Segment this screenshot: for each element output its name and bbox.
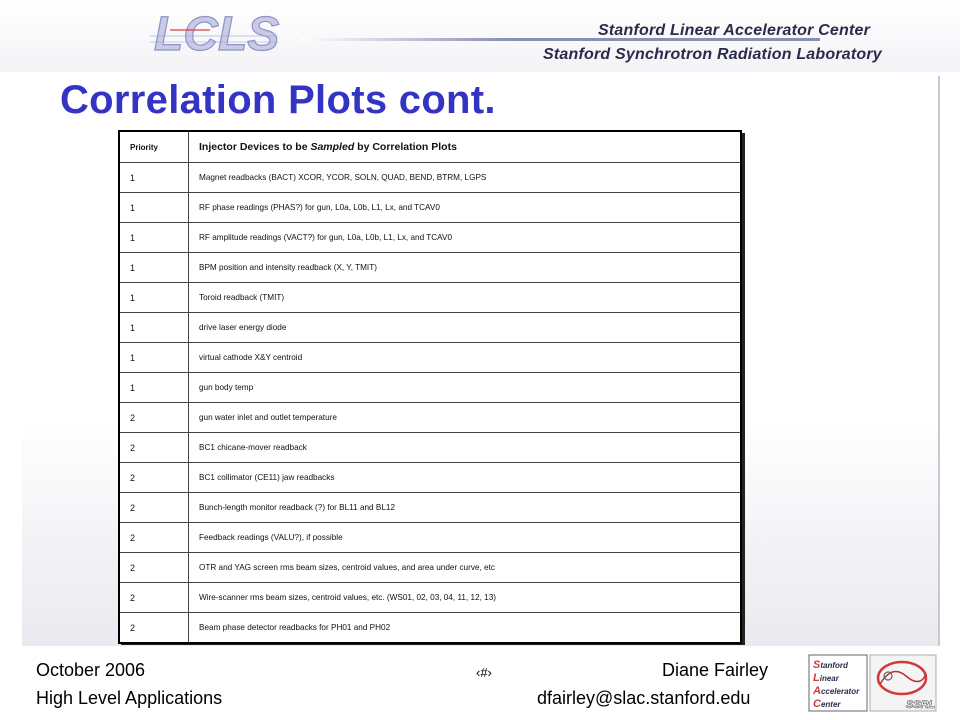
row-priority: 2 [119, 403, 189, 433]
footer-author: Diane Fairley [662, 660, 769, 680]
logo-letter-a: A [813, 685, 821, 697]
table-row [119, 463, 741, 493]
row-device: BPM position and intensity readback (X, Y, TMIT) [189, 253, 742, 283]
row-device: gun body temp [189, 373, 742, 403]
row-priority: 2 [119, 613, 189, 644]
devices-table-container [118, 130, 742, 642]
row-device: RF amplitude readings (VACT?) for gun, L0a, L0b, L1, Lx, and TCAV0 [189, 223, 742, 253]
table-row [119, 523, 741, 553]
row-priority: 2 [119, 583, 189, 613]
table-row [119, 553, 741, 583]
table-row [119, 583, 741, 613]
row-priority: 1 [119, 343, 189, 373]
org-name-slac: Stanford Linear Accelerator Center [598, 22, 871, 39]
row-device: Toroid readback (TMIT) [189, 283, 742, 313]
row-priority: 1 [119, 163, 189, 193]
logo-word-stanford: tanford [820, 661, 848, 670]
table-row [119, 373, 741, 403]
slac-ssrl-logo [808, 654, 938, 712]
row-priority: 1 [119, 253, 189, 283]
ssrl-badge: SSRL [906, 699, 936, 711]
row-priority: 2 [119, 433, 189, 463]
row-priority: 2 [119, 463, 189, 493]
row-priority: 2 [119, 553, 189, 583]
table-row [119, 163, 741, 193]
table-row [119, 613, 741, 644]
table-row [119, 253, 741, 283]
header-priority: Priority [119, 131, 189, 163]
table-row [119, 403, 741, 433]
row-device: virtual cathode X&Y centroid [189, 343, 742, 373]
row-device: Beam phase detector readbacks for PH01 and PH02 [189, 613, 742, 644]
lcls-logo [150, 6, 280, 64]
row-priority: 1 [119, 313, 189, 343]
row-priority: 1 [119, 283, 189, 313]
lcls-logo-text: LCLS [154, 8, 280, 61]
row-device: BC1 collimator (CE11) jaw readbacks [189, 463, 742, 493]
row-device: BC1 chicane-mover readback [189, 433, 742, 463]
row-device: Bunch-length monitor readback (?) for BL11 and BL12 [189, 493, 742, 523]
logo-word-accelerator: ccelerator [820, 687, 860, 696]
svg-text:Linear [813, 672, 840, 684]
footer-department: High Level Applications [36, 688, 223, 708]
logo-word-linear: inear [819, 674, 839, 683]
row-device: drive laser energy diode [189, 313, 742, 343]
row-device: Wire-scanner rms beam sizes, centroid values, etc. (WS01, 02, 03, 04, 11, 12, 13) [189, 583, 742, 613]
row-priority: 2 [119, 523, 189, 553]
logo-letter-l: L [813, 672, 820, 684]
table-row [119, 493, 741, 523]
devices-table [118, 130, 742, 644]
org-name-ssrl: Stanford Synchrotron Radiation Laboratory [543, 46, 882, 63]
row-priority: 1 [119, 373, 189, 403]
slide-title: Correlation Plots cont. [60, 78, 496, 122]
svg-text:Center [813, 698, 841, 710]
row-device: Magnet readbacks (BACT) XCOR, YCOR, SOLN, QUAD, BEND, BTRM, LGPS [189, 163, 742, 193]
table-row [119, 223, 741, 253]
row-device: RF phase readings (PHAS?) for gun, L0a, L0b, L1, Lx, and TCAV0 [189, 193, 742, 223]
row-priority: 2 [119, 493, 189, 523]
table-header-row [119, 131, 741, 163]
svg-text:Accelerator [812, 685, 860, 697]
footer-page-number: ‹#› [476, 665, 492, 680]
table-row [119, 343, 741, 373]
row-device: gun water inlet and outlet temperature [189, 403, 742, 433]
logo-letter-c: C [813, 698, 821, 710]
header-devices-part1: Injector Devices to be [199, 141, 311, 153]
row-device: OTR and YAG screen rms beam sizes, centroid values, and area under curve, etc [189, 553, 742, 583]
footer-date: October 2006 [36, 660, 146, 680]
header-banner [0, 0, 960, 72]
footer-email: dfairley@slac.stanford.edu [537, 688, 751, 708]
table-row [119, 283, 741, 313]
header-devices-italic: Sampled [310, 141, 355, 153]
logo-letter-s: S [813, 659, 821, 671]
table-row [119, 433, 741, 463]
svg-text:Stanford [813, 659, 849, 671]
header-devices-part2: by Correlation Plots [354, 141, 457, 153]
table-row [119, 193, 741, 223]
table-row [119, 313, 741, 343]
row-priority: 1 [119, 223, 189, 253]
row-device: Feedback readings (VALU?), if possible [189, 523, 742, 553]
logo-word-center: enter [820, 700, 841, 709]
header-devices [189, 131, 742, 163]
row-priority: 1 [119, 193, 189, 223]
